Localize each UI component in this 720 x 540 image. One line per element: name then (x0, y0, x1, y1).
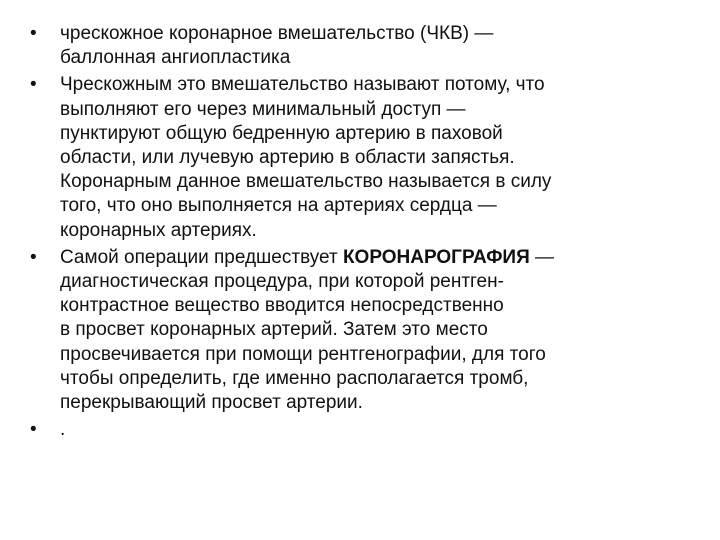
bullet-line: диагностическая процедура, при которой рентген- (60, 271, 504, 293)
bullet-line: перекрывающий просвет артерии. (60, 392, 363, 414)
bullet-line: баллонная ангиопластика (60, 47, 291, 69)
bullet-line: того, что оно выполняется на артериях сердца — (60, 195, 497, 217)
bullet-line: . (60, 419, 66, 441)
bullet-line: коронарных артериях. (60, 219, 257, 241)
bullet-marker: • (30, 419, 37, 441)
bold-term: КОРОНАРОГРАФИЯ (342, 246, 530, 268)
bullet-line: просвечивается при помощи рентгенографии, для того (60, 343, 546, 365)
bullet-line: выполняют его через минимальный доступ — (60, 98, 466, 120)
bullet-marker: • (30, 74, 37, 96)
bullet-line: Коронарным данное вмешательство называется в силу (60, 171, 552, 193)
bullet-line: в просвет коронарных артерий. Затем это место (60, 319, 488, 341)
bullet-text: Самой операции предшествует (60, 246, 343, 268)
bullet-list (30, 22, 698, 445)
bullet-text: — (529, 246, 555, 268)
bullet-item (30, 418, 698, 442)
bullet-item (30, 22, 698, 70)
bullet-line: контрастное вещество вводится непосредственно (60, 295, 504, 317)
bullet-line: пунктируют общую бедренную артерию в паховой (60, 122, 503, 144)
bullet-marker: • (30, 246, 37, 268)
bullet-item (30, 246, 698, 415)
bullet-marker: • (30, 23, 37, 44)
bullet-line: чтобы определить, где именно располагается тромб, (60, 367, 529, 389)
bullet-line: области, или лучевую артерию в области запястья. (60, 147, 515, 169)
bullet-line: Чрескожным это вмешательство называют потому, что (60, 74, 545, 96)
bullet-line: чрескожное коронарное вмешательство (ЧКВ) — (60, 23, 494, 44)
bullet-item (30, 73, 698, 242)
bullet-line-mixed (60, 246, 698, 270)
